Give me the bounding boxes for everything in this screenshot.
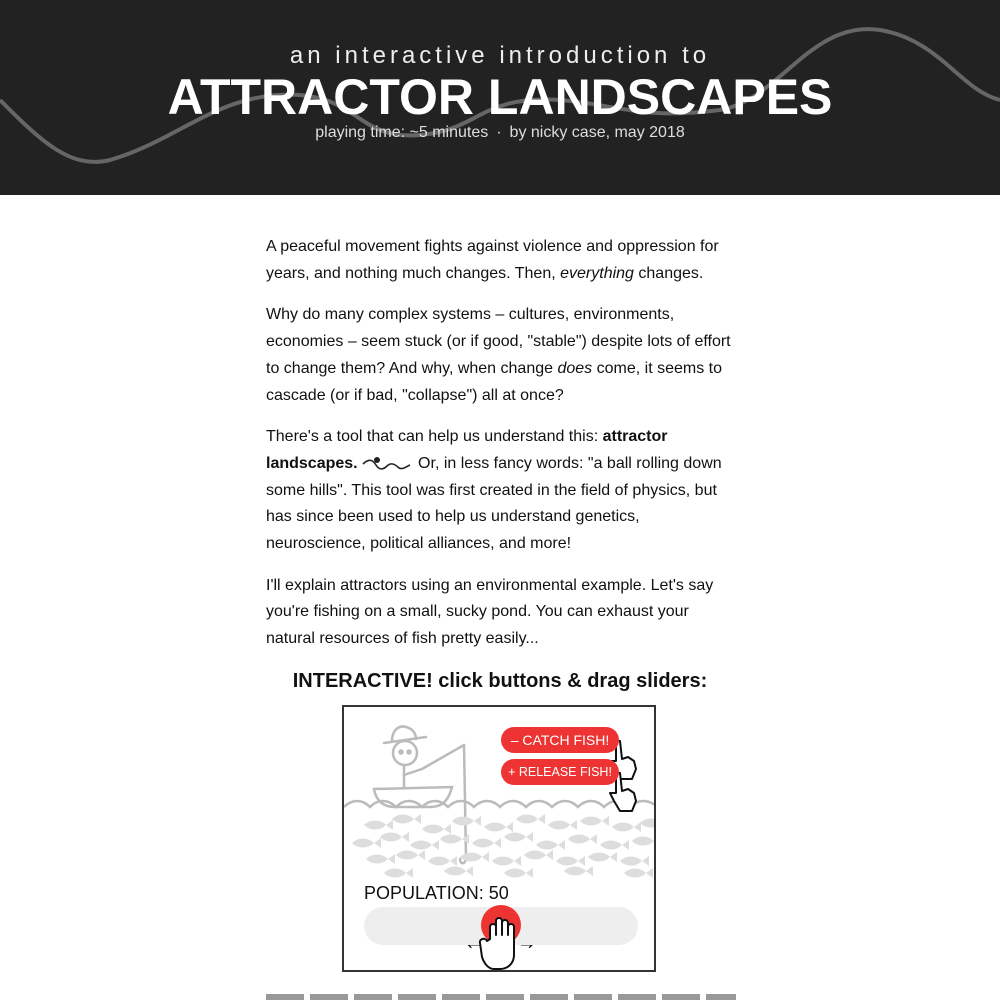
fish-icon	[612, 822, 641, 832]
fishing-simulation	[342, 705, 656, 972]
fish-icon	[484, 822, 513, 832]
fish-icon	[452, 816, 481, 826]
fish-icon	[504, 868, 533, 878]
fish-icon	[640, 818, 656, 828]
fish-icon	[564, 866, 593, 876]
playing-time: playing time: ~5 minutes	[315, 124, 489, 141]
fish-icon	[396, 850, 425, 860]
ball-rolling-icon	[361, 456, 411, 472]
text: Why do many complex systems – cultures, environments, economies – seem stuck (or if good, "stable") despite lots of effort to change them? And why, when change	[266, 306, 731, 377]
text: changes.	[633, 264, 704, 282]
fish-icon	[516, 814, 545, 824]
page-title: ATTRACTOR LANDSCAPES	[167, 69, 833, 125]
fish-icon	[366, 854, 395, 864]
paragraph-4: I'll explain attractors using an environmental example. Let's say you're fishing on a small, sucky pond. You can exhaust your natural resources of fish pretty easily...	[266, 576, 714, 648]
emphasis: does	[557, 359, 593, 377]
text: Or, in less fancy words: "a ball rolling down some hills". This tool was first created in the field of physics, but has since been used to help us understand genetics, neuroscience, political alliances, and more!	[266, 454, 722, 553]
fish-icon	[380, 832, 409, 842]
fish-icon	[352, 814, 656, 878]
fish-icon	[588, 852, 617, 862]
release-fish-button[interactable]: + RELEASE FISH!	[501, 759, 619, 785]
fish-icon	[536, 840, 565, 850]
fish-icon	[548, 820, 577, 830]
fish-icon	[444, 866, 473, 876]
fish-icon	[492, 856, 521, 866]
strong-term: attractor landscapes.	[266, 428, 668, 472]
fish-icon	[524, 850, 553, 860]
fish-icon	[504, 832, 533, 842]
fish-icon	[580, 816, 609, 826]
text: A peaceful movement fights against violence and oppression for years, and nothing much changes. Then,	[266, 238, 719, 282]
byline-separator: ·	[496, 124, 502, 141]
interactive-heading: INTERACTIVE! click buttons & drag sliders:	[292, 670, 708, 692]
population-label: POPULATION: 50	[364, 883, 509, 903]
fish-icon	[624, 868, 653, 878]
fish-icon	[352, 838, 381, 848]
fish-icon	[428, 856, 457, 866]
byline	[0, 124, 1000, 142]
paragraph-3	[266, 424, 736, 558]
author: by nicky case, may 2018	[509, 124, 685, 141]
text: There's a tool that can help us understand this:	[266, 428, 603, 446]
fish-icon	[364, 820, 393, 830]
fish-icon	[410, 840, 439, 850]
catch-fish-button[interactable]: – CATCH FISH!	[501, 727, 619, 753]
fish-icon	[620, 856, 649, 866]
paragraph-1	[266, 234, 736, 287]
fish-icon	[632, 836, 656, 846]
article-body	[266, 234, 736, 668]
emphasis: everything	[560, 264, 634, 282]
fish-icon	[472, 838, 501, 848]
paragraph-2	[266, 302, 736, 409]
fish-icon	[392, 814, 421, 824]
fish-icon	[384, 868, 413, 878]
fish-icon	[422, 824, 451, 834]
header-subtitle: an interactive introduction to	[289, 42, 711, 69]
slider-knob[interactable]	[481, 905, 521, 945]
text: come, it seems to cascade (or if bad, "collapse") all at once?	[266, 359, 722, 404]
next-paragraph-peek	[266, 992, 736, 1000]
fish-icon	[568, 834, 597, 844]
fish-icon	[556, 856, 585, 866]
page-header	[0, 0, 1000, 195]
fish-icon	[600, 840, 629, 850]
population-slider[interactable]	[364, 907, 638, 945]
